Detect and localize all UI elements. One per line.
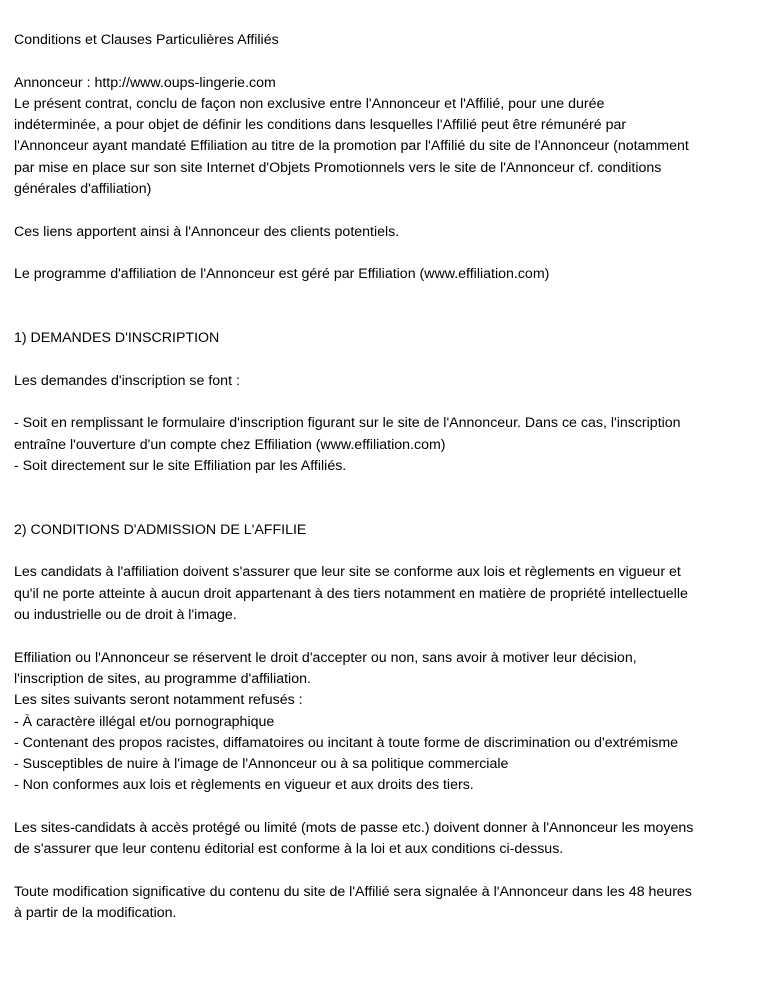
list-item: - Soit directement sur le site Effiliation par les Affiliés. (14, 457, 347, 474)
intro-line: Le présent contrat, conclu de façon non exclusive entre l'Annonceur et l'Affilié, pour une durée (14, 95, 605, 112)
intro-line: par mise en place sur son site Internet d'Objets Promotionnels vers le site de l'Annonceur cf. conditions (14, 159, 662, 176)
intro-line: générales d'affiliation) (14, 181, 152, 198)
clients-paragraph: Ces liens apportent ainsi à l'Annonceur des clients potentiels. (14, 223, 400, 240)
section2-paragraph-4: Toute modification significative du contenu du site de l'Affilié sera signalée à l'Annonceur dans les 48 heures à partir de la modification. (14, 883, 692, 922)
program-paragraph: Le programme d'affiliation de l'Annonceur est géré par Effiliation (www.effiliation.com) (14, 266, 550, 283)
section1-lead: Les demandes d'inscription se font : (14, 372, 240, 389)
section2-paragraph-1: Les candidats à l'affiliation doivent s'assurer que leur site se conforme aux lois et règlements en vigueur et qu'il ne porte atteinte à aucun droit appartenant à des tiers notamment en matière de propriété intellectuelle ou industrielle ou de droit à l'image. (14, 564, 688, 624)
section2-paragraph-3: Les sites-candidats à accès protégé ou limité (mots de passe etc.) doivent donner à l'Annonceur les moyens de s'assurer que leur contenu éditorial est conforme à la loi et aux conditions ci-dessus. (14, 819, 694, 858)
section2-paragraph-2: Effiliation ou l'Annonceur se réservent le droit d'accepter ou non, sans avoir à motiver leur décision, l'inscription de sites, au programme d'affiliation. Les sites suivants seront notamment refusés : - À caractère illégal et/ou pornographique - Contenant des propos racistes, diffamatoires ou incitant à toute forme de discrimination ou d'extrémisme - Susceptibles de nuire à l'image de l'Annonceur ou à sa politique commerciale - Non conformes aux lois et règlements en vigueur et aux droits des tiers. (14, 648, 754, 797)
list-item: - Contenant des propos racistes, diffamatoires ou incitant à toute forme de discrimination ou d'extrémisme (14, 734, 679, 751)
document-title: Conditions et Clauses Particulières Affiliés (14, 32, 279, 48)
intro-line: l'Annonceur ayant mandaté Effiliation au titre de la promotion par l'Affilié du site de l'Annonceur (notamment (14, 138, 689, 155)
list-item: entraîne l'ouverture d'un compte chez Effiliation (www.effiliation.com) (14, 436, 446, 453)
section1-list (14, 413, 754, 477)
advertiser-line: Annonceur : http://www.oups-lingerie.com (14, 74, 276, 91)
intro-line: indéterminée, a pour objet de définir les conditions dans lesquelles l'Affilié peut être rémunéré par (14, 117, 627, 134)
list-item: - Non conformes aux lois et règlements en vigueur et aux droits des tiers. (14, 777, 474, 794)
spacer (14, 499, 754, 520)
section2-heading: 2) CONDITIONS D'ADMISSION DE L'AFFILIE (14, 521, 307, 538)
spacer (14, 307, 754, 328)
intro-paragraph (14, 73, 754, 201)
section1-heading: 1) DEMANDES D'INSCRIPTION (14, 330, 220, 347)
list-item: - À caractère illégal et/ou pornographique (14, 713, 275, 730)
list-item: - Soit en remplissant le formulaire d'inscription figurant sur le site de l'Annonceur. Dans ce cas, l'inscription (14, 415, 681, 432)
list-item: - Susceptibles de nuire à l'image de l'Annonceur ou à sa politique commerciale (14, 756, 509, 773)
